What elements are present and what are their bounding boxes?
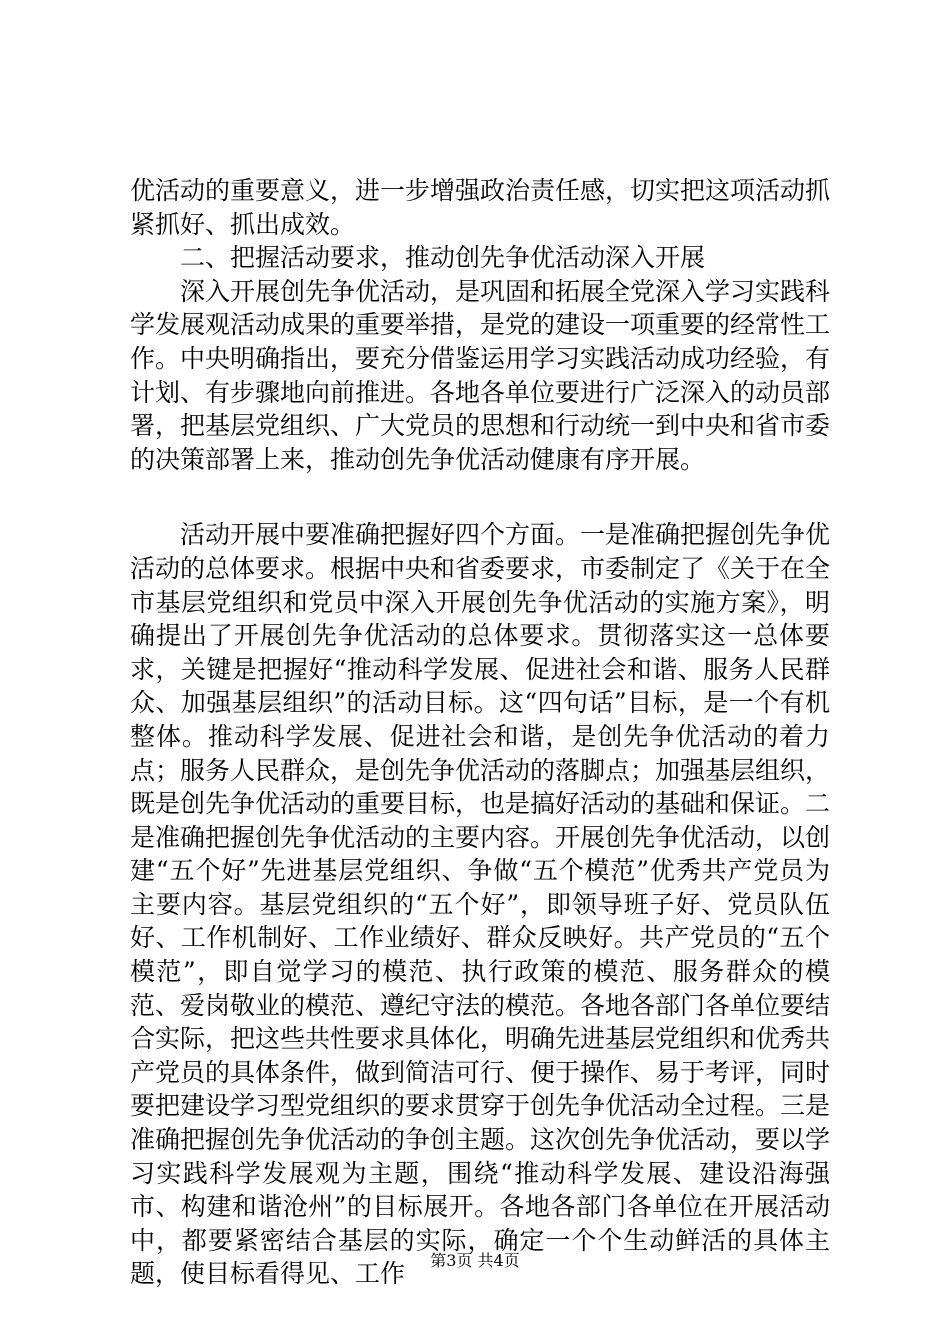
paragraph-continued: 优活动的重要意义，进一步增强政治责任感，切实把这项活动抓紧抓好、抓出成效。	[130, 176, 831, 239]
page-number: 第3页 共4页	[430, 1251, 520, 1270]
document-body	[130, 174, 830, 1291]
section-heading: 二、把握活动要求，推动创先争优活动深入开展	[180, 243, 706, 273]
paragraph-four-aspects: 活动开展中要准确把握好四个方面。一是准确把握创先争优活动的总体要求。根据中央和省委要求，市委制定了《关于在全市基层党组织和党员中深入开展创先争优活动的实施方案》，明确提出了开展创先争优活动的总体要求。贯彻落实这一总体要求，关键是把握好“推动科学发展、促进社会和谐、服务人民群众、加强基层组织”的活动目标。这“四句话”目标，是一个有机整体。推动科学发展、促进社会和谐，是创先争优活动的着力点；服务人民群众，是创先争优活动的落脚点；加强基层组织，既是创先争优活动的重要目标，也是搞好活动的基础和保证。二是准确把握创先争优活动的主要内容。开展创先争优活动，以创建“五个好”先进基层党组织、争做“五个模范”优秀共产党员为主要内容。基层党组织的“五个好”，即领导班子好、党员队伍好、工作机制好、工作业绩好、群众反映好。共产党员的“五个模范”，即自觉学习的模范、执行政策的模范、服务群众的模范、爱岗敬业的模范、遵纪守法的模范。各地各部门各单位要结合实际，把这些共性要求具体化，明确先进基层党组织和优秀共产党员的具体条件，做到简洁可行、便于操作、易于考评，同时要把建设学习型党组织的要求贯穿于创先争优活动全过程。三是准确把握创先争优活动的争创主题。这次创先争优活动，要以学习实践科学发展观为主题，围绕“推动科学发展、建设沿海强市、构建和谐沧州”的目标展开。各地各部门各单位在开展活动中，都要紧密结合基层的实际，确定一个个生动鲜活的具体主题，使目标看得见、工作	[130, 520, 831, 1289]
paragraph-activity-significance: 深入开展创先争优活动，是巩固和拓展全党深入学习实践科学发展观活动成果的重要举措，是党的建设一项重要的经常性工作。中央明确指出，要充分借鉴运用学习实践活动成功经验，有计划、有步骤地向前推进。各地各单位要进行广泛深入的动员部署，把基层党组织、广大党员的思想和行动统一到中央和省市委的决策部署上来，推动创先争优活动健康有序开展。	[130, 276, 831, 474]
paragraph-gap	[130, 476, 830, 518]
